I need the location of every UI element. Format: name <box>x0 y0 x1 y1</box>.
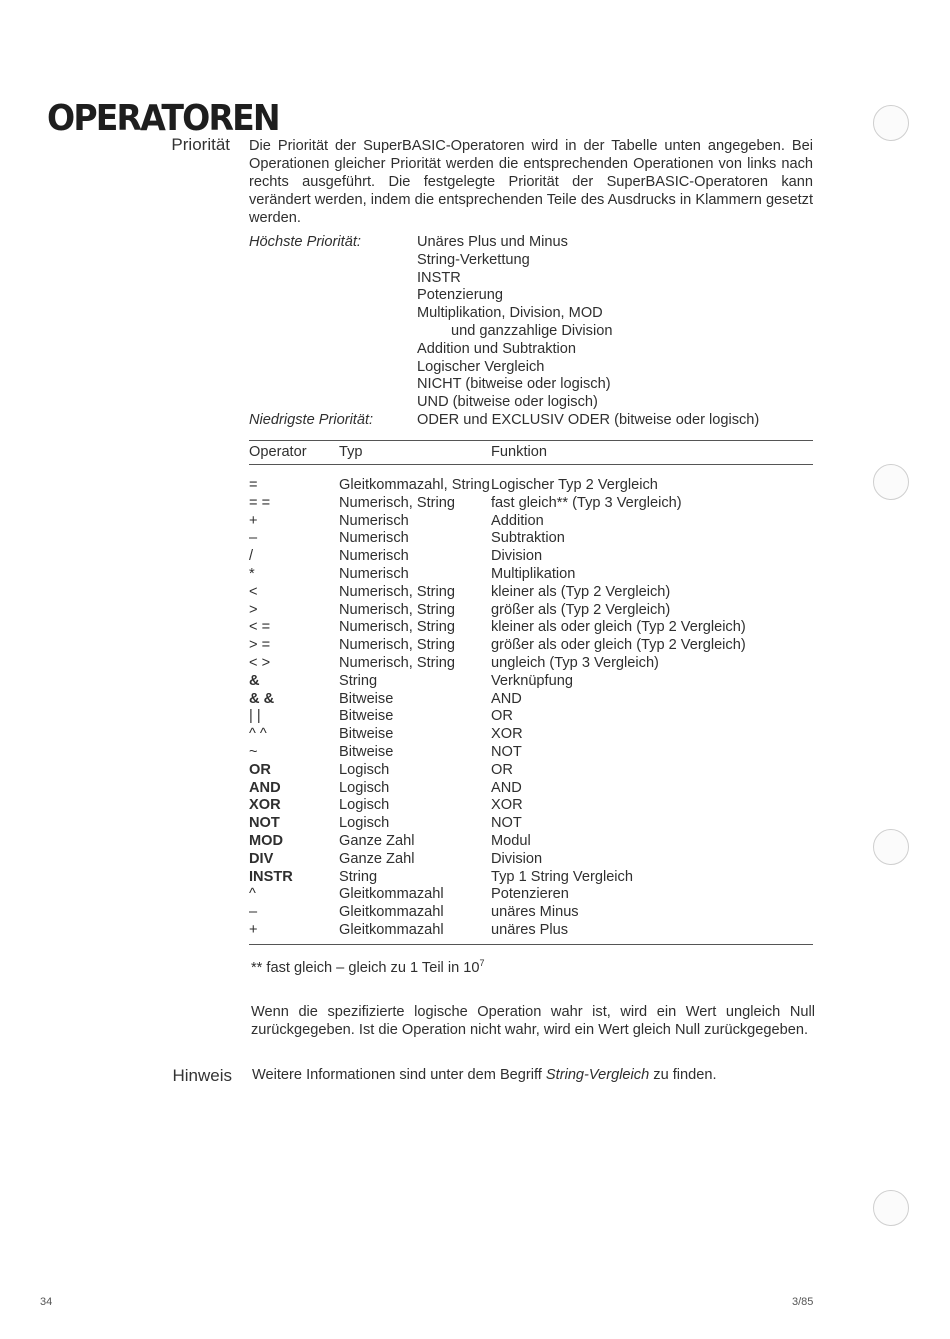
highest-priority-label: Höchste Priorität: <box>249 234 361 250</box>
operator-cell: & <box>249 672 260 689</box>
priority-item: Logischer Vergleich <box>417 358 545 375</box>
table-row <box>249 637 813 655</box>
operator-cell: = = <box>249 494 271 511</box>
operator-cell: | | <box>249 708 261 725</box>
table-row <box>249 584 813 602</box>
operator-cell: + <box>249 922 339 944</box>
operator-cell: ^ <box>249 886 256 903</box>
operator-cell: < <box>249 583 258 600</box>
type-cell: Bitweise <box>339 708 394 725</box>
operator-cell: OR <box>249 761 271 778</box>
function-cell: ungleich (Typ 3 Vergleich) <box>491 654 659 671</box>
type-cell: Numerisch, String <box>339 637 455 654</box>
type-cell: Numerisch <box>339 565 409 582</box>
table-row <box>249 886 813 904</box>
function-cell: Logischer Typ 2 Vergleich <box>491 477 658 493</box>
function-cell: unäres Plus <box>491 922 813 944</box>
footnote-exponent: 7 <box>479 958 485 968</box>
page-number: 34 <box>40 1296 53 1308</box>
intro-paragraph: Die Priorität der SuperBASIC-Operatoren wird in der Tabelle unten angegeben. Bei Operationen gleicher Priorität werden die entsprechenden Operationen von links nach rechts ausgeführt. Die festgelegte Priorität der SuperBASIC-Operatoren kann verändert werden, indem die entsprechenden Teile des Ausdrucks in Klammern gesetzt werden. <box>249 138 813 226</box>
function-cell: XOR <box>491 726 523 743</box>
binder-hole <box>873 464 909 500</box>
function-cell: Subtraktion <box>491 530 565 547</box>
binder-hole <box>873 829 909 865</box>
table-row <box>249 780 813 798</box>
function-cell: XOR <box>491 797 523 814</box>
note-text-after: zu finden. <box>649 1067 717 1083</box>
type-cell: Numerisch <box>339 530 409 547</box>
result-paragraph: Wenn die spezifizierte logische Operation wahr ist, wird ein Wert ungleich Null zurückgegeben. Ist die Operation nicht wahr, wird ein Wert gleich Null zurückgegeben. <box>251 1004 815 1038</box>
column-header-operator: Operator <box>249 441 339 465</box>
type-cell: Numerisch, String <box>339 494 455 511</box>
priority-item: ODER und EXCLUSIV ODER (bitweise oder logisch) <box>417 411 760 428</box>
operator-cell: INSTR <box>249 868 293 885</box>
type-cell: Logisch <box>339 779 390 796</box>
type-cell: Numerisch <box>339 548 409 565</box>
function-cell: Potenzieren <box>491 886 569 903</box>
priority-list <box>249 234 813 430</box>
operator-cell: MOD <box>249 832 284 849</box>
table-row <box>249 566 813 584</box>
table-header-row <box>249 441 813 465</box>
function-cell: fast gleich** (Typ 3 Vergleich) <box>491 494 682 511</box>
column-header-type: Typ <box>339 441 491 465</box>
table-row <box>249 495 813 513</box>
table-row <box>249 833 813 851</box>
type-cell: Numerisch, String <box>339 583 455 600</box>
operator-cell: & & <box>249 690 275 707</box>
table-row <box>249 465 813 495</box>
type-cell: String <box>339 868 378 885</box>
operator-cell: > <box>249 601 258 618</box>
function-cell: AND <box>491 690 522 707</box>
operator-cell: DIV <box>249 850 274 867</box>
type-cell: Gleitkommazahl <box>339 886 444 903</box>
function-cell: Typ 1 String Vergleich <box>491 868 633 885</box>
function-cell: Addition <box>491 512 544 529</box>
table-row <box>249 548 813 566</box>
operator-cell: ~ <box>249 743 258 760</box>
function-cell: Multiplikation <box>491 565 576 582</box>
column-header-function: Funktion <box>491 441 813 465</box>
function-cell: NOT <box>491 743 522 760</box>
type-cell: Ganze Zahl <box>339 832 415 849</box>
table-row <box>249 744 813 762</box>
type-cell: Numerisch, String <box>339 619 455 636</box>
operator-cell: / <box>249 548 254 565</box>
type-cell: Numerisch <box>339 512 409 529</box>
section-subtitle: Priorität <box>171 135 230 154</box>
note-text-before: Weitere Informationen sind unter dem Begriff <box>252 1067 546 1083</box>
function-cell: Modul <box>491 832 531 849</box>
type-cell: Gleitkommazahl, String <box>339 477 490 493</box>
lowest-priority-label: Niedrigste Priorität: <box>249 411 374 428</box>
priority-item: String-Verkettung <box>417 251 530 268</box>
function-cell: NOT <box>491 815 522 832</box>
table-row <box>249 530 813 548</box>
table-row <box>249 904 813 922</box>
table-row <box>249 602 813 620</box>
table-row <box>249 726 813 744</box>
type-cell: String <box>339 672 378 689</box>
table-row <box>249 513 813 531</box>
table-row <box>249 619 813 637</box>
note-label: Hinweis <box>172 1066 232 1085</box>
page-title: OPERATOREN <box>47 98 279 139</box>
type-cell: Bitweise <box>339 743 394 760</box>
binder-hole <box>873 105 909 141</box>
type-cell: Logisch <box>339 761 390 778</box>
type-cell: Gleitkommazahl <box>339 922 491 944</box>
binder-hole <box>873 1190 909 1226</box>
type-cell: Gleitkommazahl <box>339 904 444 921</box>
function-cell: unäres Minus <box>491 904 579 921</box>
table-row <box>249 922 813 944</box>
type-cell: Bitweise <box>339 726 394 743</box>
priority-item: Unäres Plus und Minus <box>417 234 568 250</box>
priority-item: INSTR <box>417 269 461 286</box>
footnote-text: ** fast gleich – gleich zu 1 Teil in 10 <box>251 959 480 976</box>
type-cell: Logisch <box>339 815 390 832</box>
function-cell: AND <box>491 779 522 796</box>
priority-item: NICHT (bitweise oder logisch) <box>417 376 611 393</box>
type-cell: Ganze Zahl <box>339 850 415 867</box>
operator-cell: < = <box>249 619 271 636</box>
function-cell: OR <box>491 708 513 725</box>
function-cell: größer als (Typ 2 Vergleich) <box>491 601 671 618</box>
table-row <box>249 762 813 780</box>
type-cell: Numerisch, String <box>339 601 455 618</box>
function-cell: größer als oder gleich (Typ 2 Vergleich) <box>491 637 746 654</box>
function-cell: Verknüpfung <box>491 672 573 689</box>
operator-table <box>249 440 813 945</box>
table-row <box>249 691 813 709</box>
function-cell: kleiner als (Typ 2 Vergleich) <box>491 583 671 600</box>
function-cell: Division <box>491 850 543 867</box>
function-cell: kleiner als oder gleich (Typ 2 Vergleich) <box>491 619 746 636</box>
operator-cell: – <box>249 530 258 547</box>
table-row <box>249 708 813 726</box>
operator-cell: < > <box>249 654 271 671</box>
operator-cell: – <box>249 904 258 921</box>
type-cell: Bitweise <box>339 690 394 707</box>
operator-cell: + <box>249 512 258 529</box>
priority-item: UND (bitweise oder logisch) <box>417 394 598 411</box>
table-row <box>249 815 813 833</box>
table-row <box>249 869 813 887</box>
operator-cell: = <box>249 477 258 493</box>
operator-table-body <box>249 465 813 945</box>
note-text-emphasis: String-Vergleich <box>545 1067 650 1083</box>
table-row <box>249 851 813 869</box>
page-date: 3/85 <box>792 1296 814 1308</box>
function-cell: Division <box>491 548 543 565</box>
priority-item: Multiplikation, Division, MOD <box>417 305 603 322</box>
operator-cell: XOR <box>249 797 281 814</box>
operator-cell: > = <box>249 637 271 654</box>
table-row <box>249 797 813 815</box>
note-text <box>252 1067 717 1083</box>
operator-cell: NOT <box>249 815 280 832</box>
footnote <box>251 958 485 976</box>
operator-cell: ^ ^ <box>249 726 267 743</box>
table-row <box>249 673 813 691</box>
function-cell: OR <box>491 761 513 778</box>
type-cell: Numerisch, String <box>339 654 455 671</box>
priority-item: Addition und Subtraktion <box>417 340 577 357</box>
operator-cell: * <box>249 565 255 582</box>
table-row <box>249 655 813 673</box>
operator-cell: AND <box>249 779 281 796</box>
priority-item: und ganzzahlige Division <box>451 322 613 339</box>
priority-item: Potenzierung <box>417 287 504 304</box>
type-cell: Logisch <box>339 797 390 814</box>
